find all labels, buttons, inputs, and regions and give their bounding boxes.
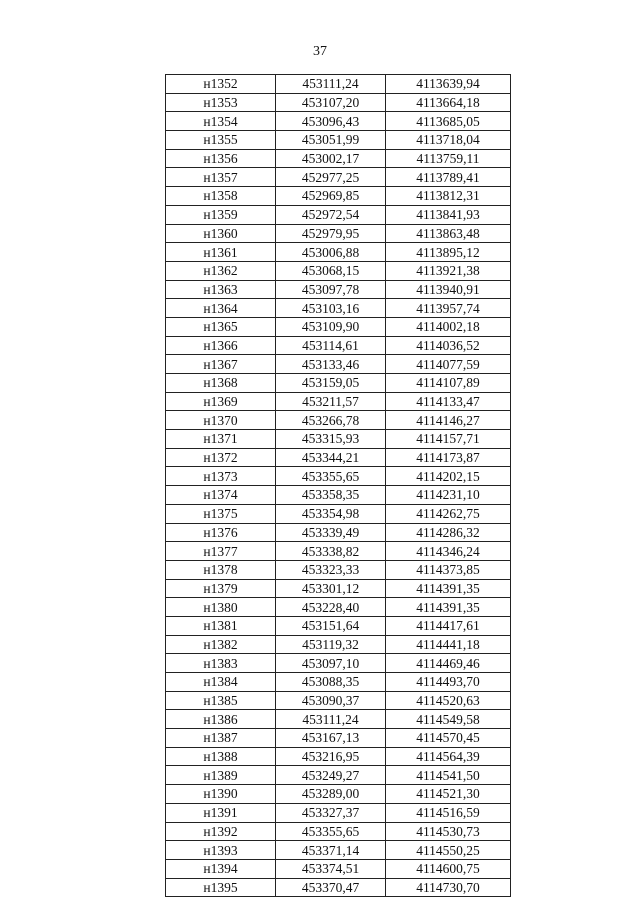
point-id-cell: н1383 <box>166 654 276 673</box>
x-coordinate-cell: 453358,35 <box>276 486 386 505</box>
y-coordinate-cell: 4113863,48 <box>386 224 511 243</box>
table-row <box>166 205 511 224</box>
table-row <box>166 486 511 505</box>
point-id-cell: н1382 <box>166 635 276 654</box>
table-row <box>166 224 511 243</box>
x-coordinate-cell: 453289,00 <box>276 785 386 804</box>
y-coordinate-cell: 4114521,30 <box>386 785 511 804</box>
x-coordinate-cell: 453097,78 <box>276 280 386 299</box>
x-coordinate-cell: 452969,85 <box>276 187 386 206</box>
table-row <box>166 616 511 635</box>
page-number: 37 <box>313 44 327 59</box>
y-coordinate-cell: 4113789,41 <box>386 168 511 187</box>
y-coordinate-cell: 4114146,27 <box>386 411 511 430</box>
table-row <box>166 598 511 617</box>
point-id-cell: н1364 <box>166 299 276 318</box>
x-coordinate-cell: 453315,93 <box>276 430 386 449</box>
x-coordinate-cell: 453119,32 <box>276 635 386 654</box>
x-coordinate-cell: 453374,51 <box>276 859 386 878</box>
x-coordinate-cell: 453266,78 <box>276 411 386 430</box>
point-id-cell: н1366 <box>166 336 276 355</box>
point-id-cell: н1390 <box>166 785 276 804</box>
x-coordinate-cell: 452979,95 <box>276 224 386 243</box>
y-coordinate-cell: 4114564,39 <box>386 747 511 766</box>
point-id-cell: н1359 <box>166 205 276 224</box>
point-id-cell: н1392 <box>166 822 276 841</box>
y-coordinate-cell: 4113685,05 <box>386 112 511 131</box>
table-row <box>166 710 511 729</box>
point-id-cell: н1365 <box>166 317 276 336</box>
point-id-cell: н1393 <box>166 841 276 860</box>
table-row <box>166 75 511 94</box>
y-coordinate-cell: 4114600,75 <box>386 859 511 878</box>
table-row <box>166 878 511 897</box>
point-id-cell: н1381 <box>166 616 276 635</box>
point-id-cell: н1363 <box>166 280 276 299</box>
y-coordinate-cell: 4113664,18 <box>386 93 511 112</box>
point-id-cell: н1389 <box>166 766 276 785</box>
table-row <box>166 243 511 262</box>
table-row <box>166 392 511 411</box>
table-row <box>166 841 511 860</box>
point-id-cell: н1376 <box>166 523 276 542</box>
y-coordinate-cell: 4114417,61 <box>386 616 511 635</box>
x-coordinate-cell: 453096,43 <box>276 112 386 131</box>
table-row <box>166 542 511 561</box>
table-row <box>166 336 511 355</box>
y-coordinate-cell: 4114173,87 <box>386 448 511 467</box>
point-id-cell: н1358 <box>166 187 276 206</box>
table-row <box>166 766 511 785</box>
x-coordinate-cell: 453339,49 <box>276 523 386 542</box>
point-id-cell: н1384 <box>166 673 276 692</box>
point-id-cell: н1375 <box>166 504 276 523</box>
table-row <box>166 467 511 486</box>
y-coordinate-cell: 4113718,04 <box>386 131 511 150</box>
x-coordinate-cell: 453344,21 <box>276 448 386 467</box>
x-coordinate-cell: 453327,37 <box>276 803 386 822</box>
x-coordinate-cell: 453338,82 <box>276 542 386 561</box>
point-id-cell: н1372 <box>166 448 276 467</box>
y-coordinate-cell: 4114002,18 <box>386 317 511 336</box>
point-id-cell: н1354 <box>166 112 276 131</box>
table-row <box>166 280 511 299</box>
y-coordinate-cell: 4114202,15 <box>386 467 511 486</box>
y-coordinate-cell: 4114441,18 <box>386 635 511 654</box>
table-row <box>166 448 511 467</box>
table-row <box>166 149 511 168</box>
x-coordinate-cell: 453111,24 <box>276 75 386 94</box>
x-coordinate-cell: 453090,37 <box>276 691 386 710</box>
coordinates-table <box>165 74 511 897</box>
x-coordinate-cell: 453228,40 <box>276 598 386 617</box>
table-row <box>166 430 511 449</box>
table-row <box>166 822 511 841</box>
point-id-cell: н1373 <box>166 467 276 486</box>
point-id-cell: н1386 <box>166 710 276 729</box>
x-coordinate-cell: 453371,14 <box>276 841 386 860</box>
point-id-cell: н1380 <box>166 598 276 617</box>
x-coordinate-cell: 453216,95 <box>276 747 386 766</box>
point-id-cell: н1353 <box>166 93 276 112</box>
table-row <box>166 504 511 523</box>
y-coordinate-cell: 4114550,25 <box>386 841 511 860</box>
table-row <box>166 523 511 542</box>
y-coordinate-cell: 4114077,59 <box>386 355 511 374</box>
point-id-cell: н1374 <box>166 486 276 505</box>
table-row <box>166 317 511 336</box>
x-coordinate-cell: 453151,64 <box>276 616 386 635</box>
table-row <box>166 187 511 206</box>
point-id-cell: н1395 <box>166 878 276 897</box>
x-coordinate-cell: 453068,15 <box>276 261 386 280</box>
table-row <box>166 355 511 374</box>
table-row <box>166 374 511 393</box>
y-coordinate-cell: 4114391,35 <box>386 598 511 617</box>
x-coordinate-cell: 453002,17 <box>276 149 386 168</box>
y-coordinate-cell: 4114036,52 <box>386 336 511 355</box>
point-id-cell: н1391 <box>166 803 276 822</box>
y-coordinate-cell: 4113759,11 <box>386 149 511 168</box>
table-row <box>166 560 511 579</box>
table-row <box>166 579 511 598</box>
table-row <box>166 803 511 822</box>
point-id-cell: н1356 <box>166 149 276 168</box>
table-row <box>166 635 511 654</box>
y-coordinate-cell: 4114107,89 <box>386 374 511 393</box>
point-id-cell: н1370 <box>166 411 276 430</box>
x-coordinate-cell: 453249,27 <box>276 766 386 785</box>
y-coordinate-cell: 4114133,47 <box>386 392 511 411</box>
table-row <box>166 131 511 150</box>
y-coordinate-cell: 4113957,74 <box>386 299 511 318</box>
x-coordinate-cell: 453211,57 <box>276 392 386 411</box>
table-row <box>166 785 511 804</box>
x-coordinate-cell: 453355,65 <box>276 822 386 841</box>
point-id-cell: н1369 <box>166 392 276 411</box>
table-row <box>166 729 511 748</box>
x-coordinate-cell: 453355,65 <box>276 467 386 486</box>
point-id-cell: н1387 <box>166 729 276 748</box>
x-coordinate-cell: 453111,24 <box>276 710 386 729</box>
y-coordinate-cell: 4114516,59 <box>386 803 511 822</box>
y-coordinate-cell: 4114570,45 <box>386 729 511 748</box>
point-id-cell: н1394 <box>166 859 276 878</box>
x-coordinate-cell: 453167,13 <box>276 729 386 748</box>
x-coordinate-cell: 453301,12 <box>276 579 386 598</box>
x-coordinate-cell: 452972,54 <box>276 205 386 224</box>
y-coordinate-cell: 4114493,70 <box>386 673 511 692</box>
x-coordinate-cell: 452977,25 <box>276 168 386 187</box>
x-coordinate-cell: 453051,99 <box>276 131 386 150</box>
point-id-cell: н1385 <box>166 691 276 710</box>
x-coordinate-cell: 453088,35 <box>276 673 386 692</box>
point-id-cell: н1352 <box>166 75 276 94</box>
y-coordinate-cell: 4114730,70 <box>386 878 511 897</box>
table-row <box>166 654 511 673</box>
x-coordinate-cell: 453097,10 <box>276 654 386 673</box>
y-coordinate-cell: 4114530,73 <box>386 822 511 841</box>
x-coordinate-cell: 453133,46 <box>276 355 386 374</box>
point-id-cell: н1388 <box>166 747 276 766</box>
point-id-cell: н1368 <box>166 374 276 393</box>
y-coordinate-cell: 4114373,85 <box>386 560 511 579</box>
table-row <box>166 673 511 692</box>
y-coordinate-cell: 4114231,10 <box>386 486 511 505</box>
y-coordinate-cell: 4113639,94 <box>386 75 511 94</box>
y-coordinate-cell: 4114541,50 <box>386 766 511 785</box>
x-coordinate-cell: 453006,88 <box>276 243 386 262</box>
point-id-cell: н1361 <box>166 243 276 262</box>
y-coordinate-cell: 4114520,63 <box>386 691 511 710</box>
point-id-cell: н1367 <box>166 355 276 374</box>
y-coordinate-cell: 4114262,75 <box>386 504 511 523</box>
y-coordinate-cell: 4113812,31 <box>386 187 511 206</box>
y-coordinate-cell: 4114157,71 <box>386 430 511 449</box>
point-id-cell: н1378 <box>166 560 276 579</box>
x-coordinate-cell: 453323,33 <box>276 560 386 579</box>
x-coordinate-cell: 453159,05 <box>276 374 386 393</box>
y-coordinate-cell: 4113921,38 <box>386 261 511 280</box>
coordinates-table-body <box>166 75 511 897</box>
y-coordinate-cell: 4114346,24 <box>386 542 511 561</box>
table-row <box>166 859 511 878</box>
y-coordinate-cell: 4114549,58 <box>386 710 511 729</box>
y-coordinate-cell: 4113895,12 <box>386 243 511 262</box>
point-id-cell: н1377 <box>166 542 276 561</box>
table-row <box>166 93 511 112</box>
point-id-cell: н1357 <box>166 168 276 187</box>
table-row <box>166 299 511 318</box>
point-id-cell: н1360 <box>166 224 276 243</box>
y-coordinate-cell: 4114286,32 <box>386 523 511 542</box>
point-id-cell: н1362 <box>166 261 276 280</box>
y-coordinate-cell: 4114469,46 <box>386 654 511 673</box>
table-row <box>166 411 511 430</box>
point-id-cell: н1355 <box>166 131 276 150</box>
table-row <box>166 691 511 710</box>
point-id-cell: н1371 <box>166 430 276 449</box>
x-coordinate-cell: 453370,47 <box>276 878 386 897</box>
y-coordinate-cell: 4113940,91 <box>386 280 511 299</box>
y-coordinate-cell: 4113841,93 <box>386 205 511 224</box>
table-row <box>166 112 511 131</box>
table-row <box>166 747 511 766</box>
x-coordinate-cell: 453107,20 <box>276 93 386 112</box>
table-row <box>166 261 511 280</box>
x-coordinate-cell: 453114,61 <box>276 336 386 355</box>
x-coordinate-cell: 453109,90 <box>276 317 386 336</box>
point-id-cell: н1379 <box>166 579 276 598</box>
table-row <box>166 168 511 187</box>
x-coordinate-cell: 453103,16 <box>276 299 386 318</box>
y-coordinate-cell: 4114391,35 <box>386 579 511 598</box>
x-coordinate-cell: 453354,98 <box>276 504 386 523</box>
